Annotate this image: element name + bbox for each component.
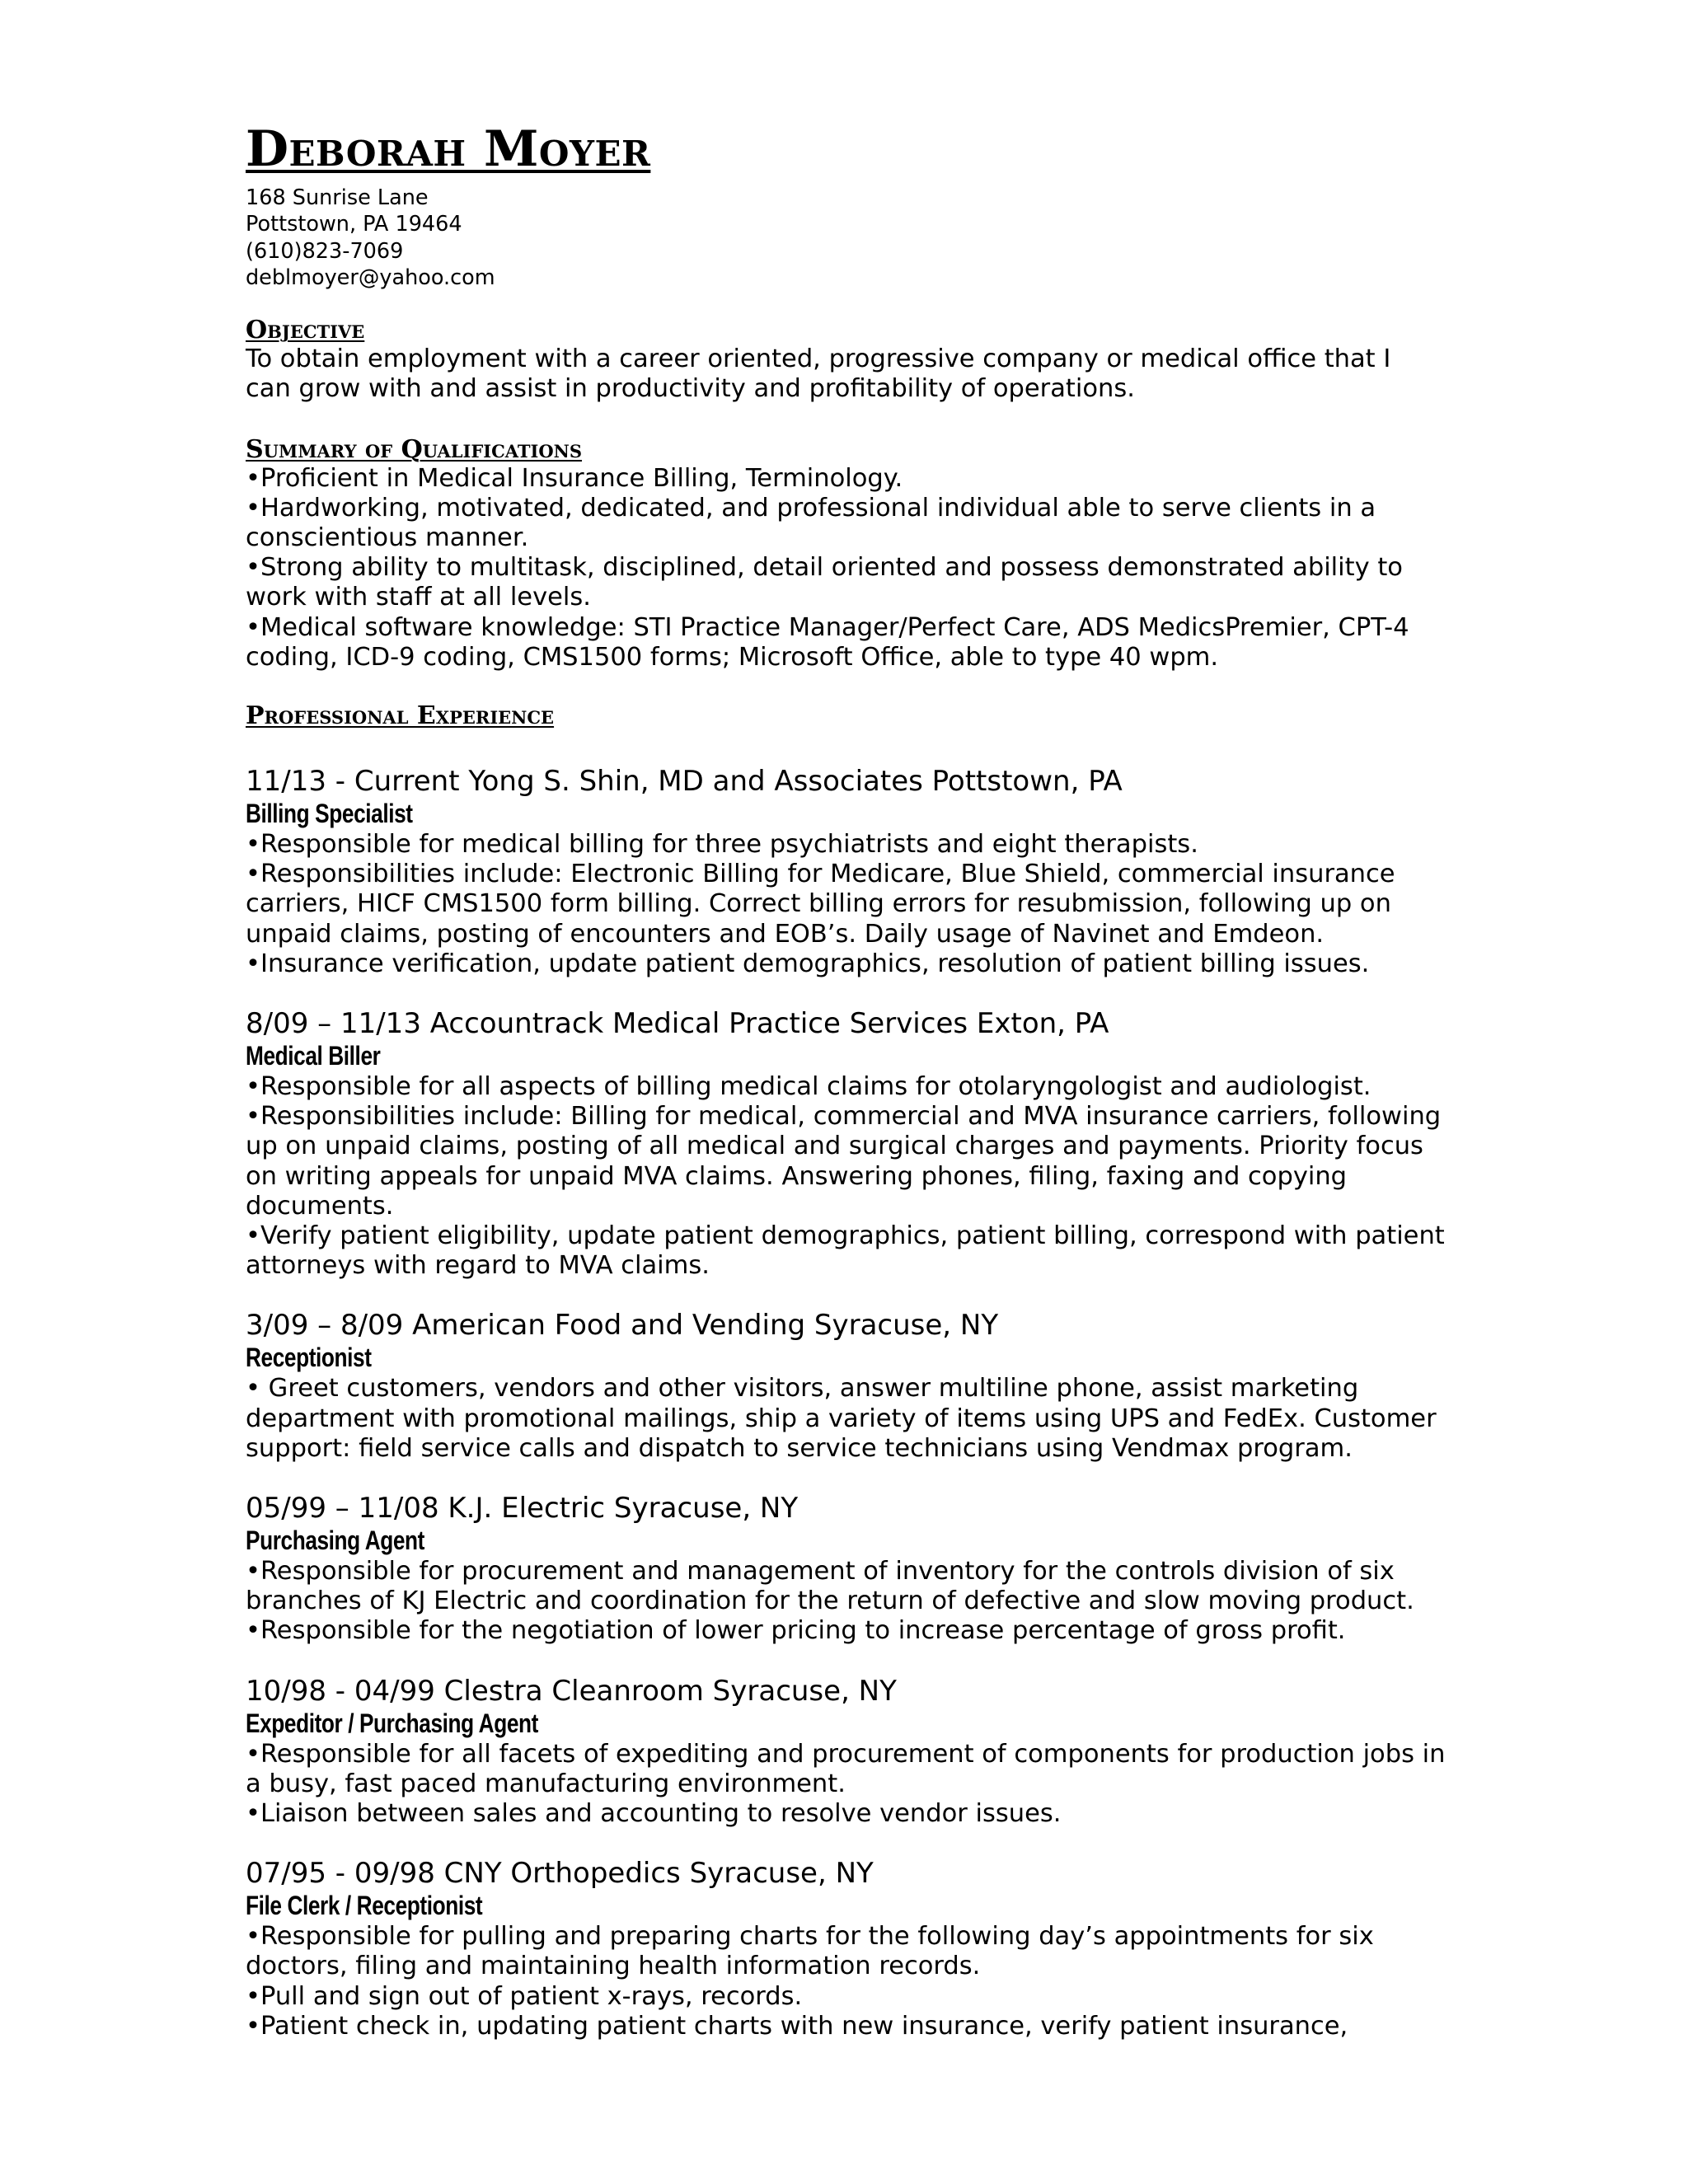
- job-entry: [246, 1857, 1449, 2041]
- qualification-line: •Proficient in Medical Insurance Billing, Terminology.: [246, 463, 903, 493]
- job-detail-line: •Responsible for all aspects of billing medical claims for otolaryngologist and audiologist.: [246, 1072, 1372, 1102]
- job-header: 10/98 - 04/99 Clestra Cleanroom Syracuse, NY: [246, 1674, 897, 1708]
- job-entry: [246, 1492, 1449, 1647]
- job-detail-line: support: field service calls and dispatch to service technicians using Vendmax program.: [246, 1433, 1353, 1463]
- candidate-name: Deborah Moyer: [246, 120, 651, 178]
- qualification-line: coding, ICD-9 coding, CMS1500 forms; Microsoft Office, able to type 40 wpm.: [246, 642, 1219, 672]
- job-detail-line: •Responsible for procurement and management of inventory for the controls division of six: [246, 1557, 1395, 1586]
- qualifications-heading: Summary of Qualifications: [246, 434, 583, 464]
- phone-number: (610)823-7069: [246, 238, 404, 264]
- qualification-line: •Strong ability to multitask, disciplined, detail oriented and possess demonstrated ability to: [246, 553, 1403, 583]
- job-entry: [246, 765, 1449, 979]
- qualification-line: •Hardworking, motivated, dedicated, and professional individual able to serve clients in a: [246, 493, 1376, 523]
- job-entry: [246, 1309, 1449, 1464]
- job-detail-line: •Responsible for medical billing for three psychiatrists and eight therapists.: [246, 830, 1198, 860]
- email-address: deblmoyer@yahoo.com: [246, 265, 495, 290]
- job-title: Expeditor / Purchasing Agent: [246, 1708, 538, 1738]
- job-title: Purchasing Agent: [246, 1526, 424, 1556]
- job-detail-line: documents.: [246, 1191, 394, 1221]
- job-header: 3/09 – 8/09 American Food and Vending Syracuse, NY: [246, 1309, 999, 1343]
- job-detail-line: •Responsibilities include: Billing for medical, commercial and MVA insurance carriers, following: [246, 1102, 1442, 1132]
- job-detail-line: department with promotional mailings, ship a variety of items using UPS and FedEx. Customer: [246, 1404, 1437, 1433]
- job-detail-line: •Insurance verification, update patient demographics, resolution of patient billing issues.: [246, 949, 1370, 978]
- job-header: 07/95 - 09/98 CNY Orthopedics Syracuse, NY: [246, 1857, 874, 1891]
- job-header: 8/09 – 11/13 Accountrack Medical Practice Services Exton, PA: [246, 1007, 1109, 1041]
- job-detail-line: attorneys with regard to MVA claims.: [246, 1251, 710, 1281]
- objective-line: can grow with and assist in productivity and profitability of operations.: [246, 374, 1135, 404]
- job-title: File Clerk / Receptionist: [246, 1891, 483, 1921]
- experience-heading: Professional Experience: [246, 701, 555, 731]
- objective-line: To obtain employment with a career oriented, progressive company or medical office that I: [246, 344, 1391, 374]
- job-title: Receptionist: [246, 1343, 372, 1373]
- job-detail-line: •Pull and sign out of patient x-rays, records.: [246, 1981, 803, 2011]
- job-detail-line: •Liaison between sales and accounting to resolve vendor issues.: [246, 1799, 1062, 1829]
- job-detail-line: •Responsible for the negotiation of lower pricing to increase percentage of gross profit.: [246, 1616, 1346, 1646]
- qualification-line: conscientious manner.: [246, 523, 529, 552]
- job-detail-line: carriers, HICF CMS1500 form billing. Correct billing errors for resubmission, following up on: [246, 889, 1391, 919]
- job-detail-line: on writing appeals for unpaid MVA claims. Answering phones, filing, faxing and copying: [246, 1161, 1348, 1191]
- job-detail-line: unpaid claims, posting of encounters and EOB’s. Daily usage of Navinet and Emdeon.: [246, 919, 1325, 949]
- job-title: Medical Biller: [246, 1041, 381, 1071]
- job-detail-line: •Responsible for pulling and preparing charts for the following day’s appointments for six: [246, 1922, 1374, 1952]
- qualifications-section: [246, 436, 1449, 673]
- objective-heading: Objective: [246, 316, 365, 345]
- job-detail-line: •Patient check in, updating patient charts with new insurance, verify patient insurance,: [246, 2011, 1348, 2041]
- objective-section: [246, 316, 1449, 404]
- job-detail-line: up on unpaid claims, posting of all medical and surgical charges and payments. Priority focus: [246, 1132, 1423, 1161]
- job-entry: [246, 1675, 1449, 1830]
- job-entry: [246, 1007, 1449, 1281]
- job-detail-line: •Verify patient eligibility, update patient demographics, patient billing, correspond with patient: [246, 1221, 1445, 1251]
- job-detail-line: • Greet customers, vendors and other visitors, answer multiline phone, assist marketing: [246, 1374, 1359, 1404]
- job-detail-line: branches of KJ Electric and coordination for the return of defective and slow moving product.: [246, 1586, 1414, 1616]
- experience-section: [246, 702, 1449, 2041]
- address-line-1: 168 Sunrise Lane: [246, 185, 429, 210]
- resume-header: [246, 120, 1449, 291]
- job-header: 05/99 – 11/08 K.J. Electric Syracuse, NY: [246, 1492, 799, 1526]
- job-detail-line: a busy, fast paced manufacturing environment.: [246, 1769, 846, 1798]
- job-title: Billing Specialist: [246, 799, 413, 829]
- qualification-line: work with staff at all levels.: [246, 583, 591, 612]
- job-detail-line: •Responsibilities include: Electronic Billing for Medicare, Blue Shield, commercial insurance: [246, 860, 1395, 889]
- resume-page: [246, 120, 1449, 2041]
- address-line-2: Pottstown, PA 19464: [246, 212, 462, 237]
- job-detail-line: doctors, filing and maintaining health information records.: [246, 1952, 981, 1981]
- qualification-line: •Medical software knowledge: STI Practice Manager/Perfect Care, ADS MedicsPremier, CPT-4: [246, 612, 1409, 642]
- job-detail-line: •Responsible for all facets of expediting and procurement of components for production jobs in: [246, 1739, 1446, 1769]
- job-header: 11/13 - Current Yong S. Shin, MD and Associates Pottstown, PA: [246, 765, 1123, 799]
